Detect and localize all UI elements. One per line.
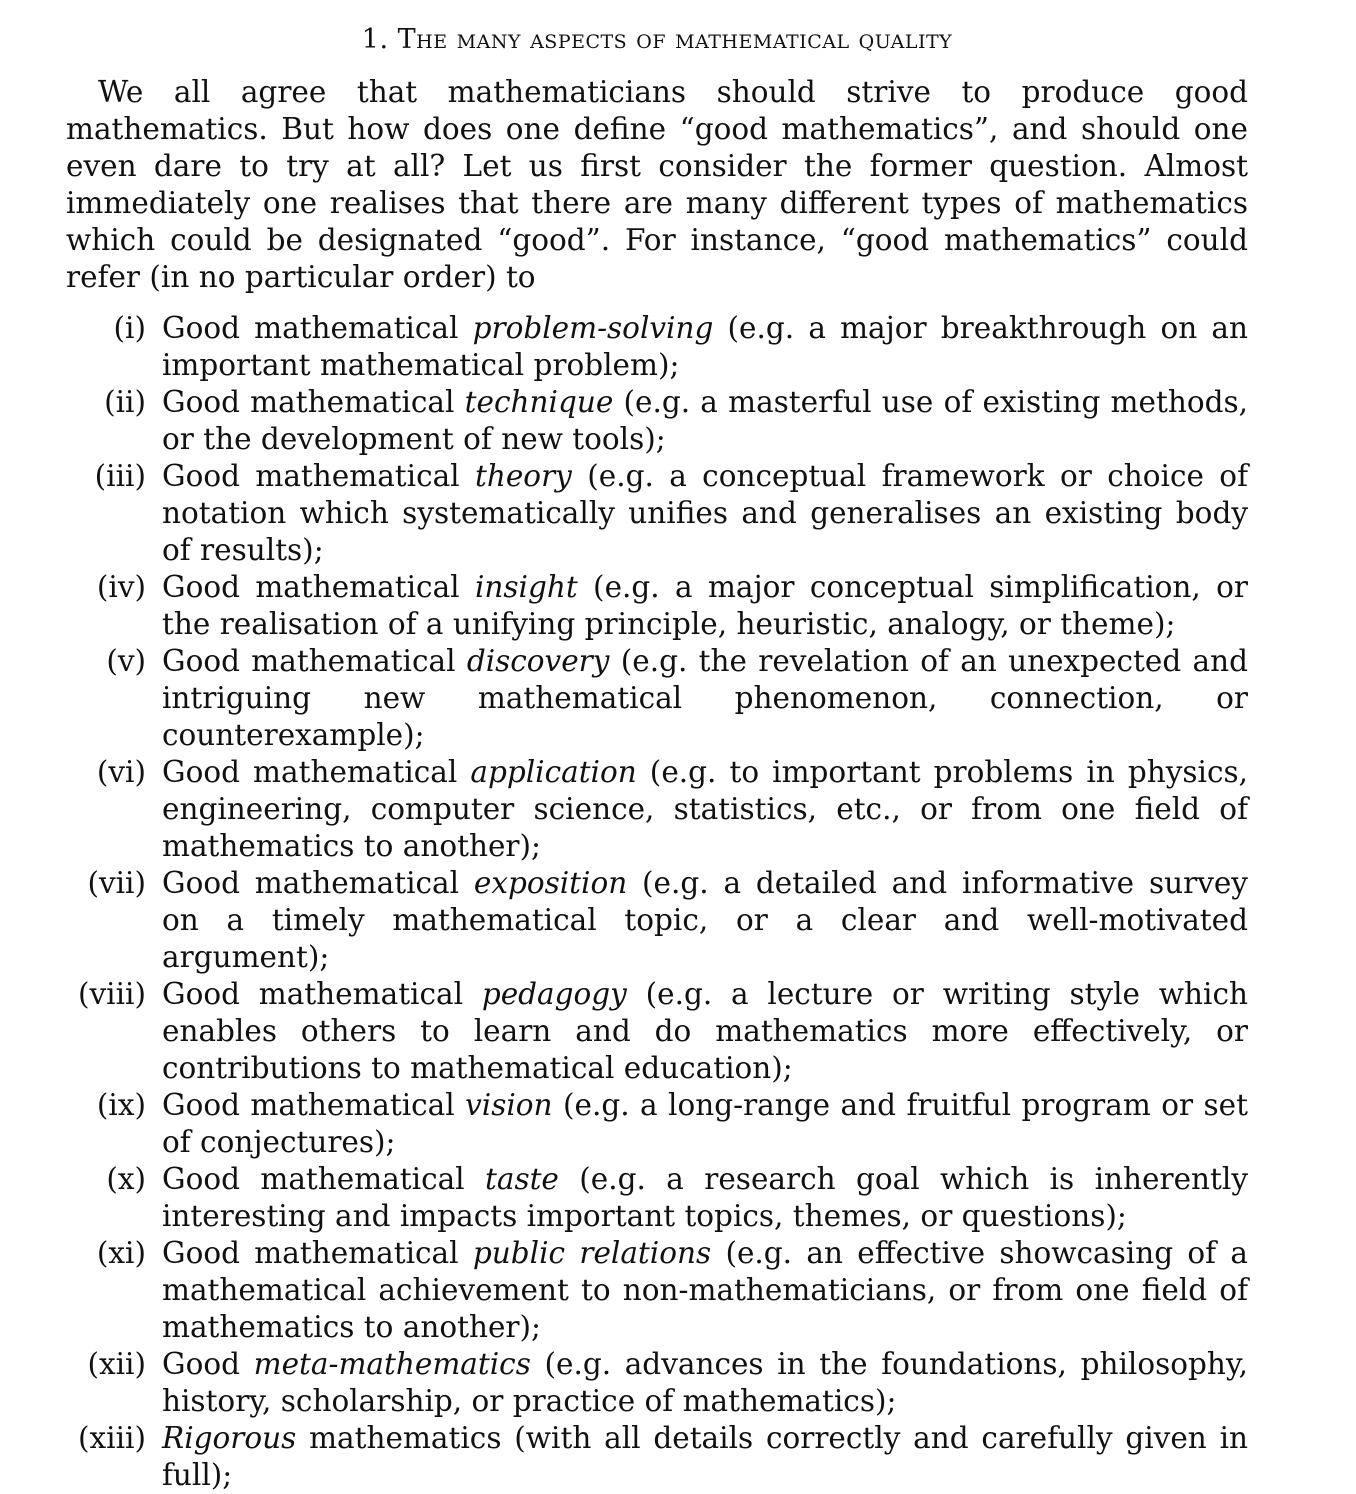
item-number: (xi) — [96, 1236, 146, 1270]
list-item — [66, 1087, 1248, 1161]
item-number: (i) — [113, 311, 146, 345]
list-item — [66, 976, 1248, 1087]
item-emphasis: theory — [475, 459, 572, 493]
item-text: Good mathematical vision (e.g. a long-range and fruitful program or set of conjectures); — [162, 1088, 1248, 1159]
item-emphasis: Rigorous — [162, 1421, 297, 1455]
item-number: (vi) — [96, 755, 146, 789]
item-emphasis: taste — [485, 1162, 559, 1196]
list-item — [66, 1161, 1248, 1235]
item-number: (ii) — [104, 385, 146, 419]
item-emphasis: public relations — [472, 1236, 712, 1270]
item-number: (ix) — [96, 1088, 146, 1122]
item-text: Good mathematical theory (e.g. a conceptual framework or choice of notation which systematically unifies and generalises an existing body of results); — [162, 459, 1248, 567]
list-item — [66, 1346, 1248, 1420]
list-item — [66, 643, 1248, 754]
list-item — [66, 754, 1248, 865]
item-text: Good mathematical application (e.g. to important problems in physics, engineering, computer science, statistics, etc., or from one field of mathematics to another); — [162, 755, 1248, 863]
quality-list — [66, 310, 1248, 1494]
item-number: (xii) — [87, 1347, 146, 1381]
list-item — [66, 384, 1248, 458]
item-text: Good mathematical insight (e.g. a major conceptual simplification, or the realisation of a unifying principle, heuristic, analogy, or theme); — [162, 570, 1248, 641]
item-text: Good mathematical technique (e.g. a masterful use of existing methods, or the development of new tools); — [162, 385, 1248, 456]
item-text: Good mathematical pedagogy (e.g. a lecture or writing style which enables others to learn and do mathematics more effectively, or contributions to mathematical education); — [162, 977, 1248, 1085]
list-item — [66, 458, 1248, 569]
item-number: (x) — [106, 1162, 146, 1196]
list-item — [66, 1235, 1248, 1346]
item-emphasis: application — [470, 755, 637, 789]
list-item — [66, 1420, 1248, 1494]
item-number: (iii) — [94, 459, 146, 493]
item-text: Good mathematical problem-solving (e.g. a major breakthrough on an important mathematical problem); — [162, 311, 1248, 382]
item-number: (iv) — [96, 570, 146, 604]
item-number: (v) — [106, 644, 146, 678]
section-heading — [66, 18, 1248, 62]
item-emphasis: vision — [465, 1088, 553, 1122]
item-emphasis: pedagogy — [481, 977, 627, 1011]
document-page — [66, 18, 1248, 1494]
item-text: Good mathematical discovery (e.g. the revelation of an unexpected and intriguing new mathematical phenomenon, connection, or counterexample); — [162, 644, 1248, 752]
item-text: Good mathematical taste (e.g. a research goal which is inherently interesting and impacts important topics, themes, or questions); — [162, 1162, 1248, 1233]
list-item — [66, 865, 1248, 976]
item-number: (xiii) — [78, 1421, 146, 1455]
section-number: 1. — [361, 24, 389, 55]
item-emphasis: discovery — [466, 644, 610, 678]
item-number: (viii) — [78, 977, 146, 1011]
item-emphasis: technique — [464, 385, 614, 419]
item-text: Good mathematical public relations (e.g. an effective showcasing of a mathematical achievement to non-mathematicians, or from one field of mathematics to another); — [162, 1236, 1248, 1344]
item-text: Good meta-mathematics (e.g. advances in the foundations, philosophy, history, scholarship, or practice of mathematics); — [162, 1347, 1248, 1418]
item-text: Rigorous mathematics (with all details correctly and carefully given in full); — [162, 1421, 1248, 1492]
list-item — [66, 310, 1248, 384]
item-emphasis: meta-mathematics — [253, 1347, 531, 1381]
item-emphasis: problem-solving — [472, 311, 714, 345]
item-text: Good mathematical exposition (e.g. a detailed and informative survey on a timely mathematical topic, or a clear and well-motivated argument); — [162, 866, 1248, 974]
item-emphasis: insight — [474, 570, 578, 604]
list-item — [66, 569, 1248, 643]
item-emphasis: exposition — [473, 866, 628, 900]
section-title: The many aspects of mathematical quality — [397, 24, 953, 55]
item-number: (vii) — [87, 866, 146, 900]
intro-paragraph: We all agree that mathematicians should strive to produce good mathematics. But how does one define “good mathematics”, and should one even dare to try at all? Let us first consider the former question. Almost immediately one realises that there are many different types of mathematics which could be designated “good”. For instance, “good mathematics” could refer (in no particular order) to — [66, 75, 1248, 294]
